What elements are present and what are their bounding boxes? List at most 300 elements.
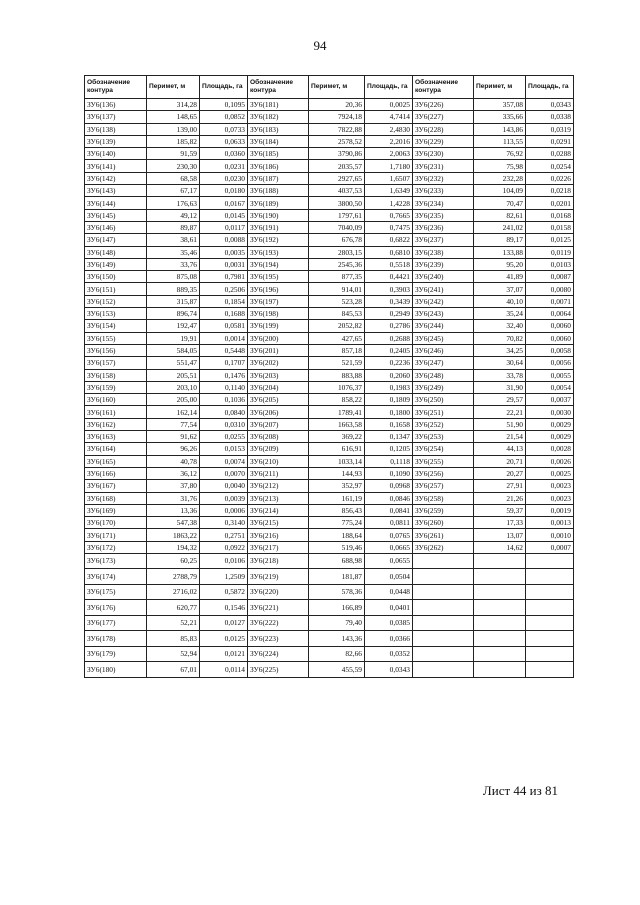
area-cell: 0,0039 [200, 492, 248, 504]
contour-code-cell: ЗУ6(233) [413, 185, 474, 197]
area-cell [526, 584, 574, 600]
area-cell: 0,1140 [200, 381, 248, 393]
area-cell: 0,0366 [365, 631, 413, 647]
perimeter-cell: 230,30 [147, 160, 200, 172]
area-cell: 0,1205 [365, 443, 413, 455]
contour-code-cell: ЗУ6(242) [413, 295, 474, 307]
contour-code-cell: ЗУ6(174) [85, 569, 147, 585]
perimeter-cell [474, 600, 526, 616]
area-cell: 0,7475 [365, 221, 413, 233]
area-cell: 0,0968 [365, 480, 413, 492]
area-cell: 2,0063 [365, 148, 413, 160]
area-cell [526, 631, 574, 647]
perimeter-cell: 521,59 [309, 357, 365, 369]
area-cell: 0,0922 [200, 541, 248, 553]
perimeter-cell: 7924,18 [309, 111, 365, 123]
perimeter-cell: 133,88 [474, 246, 526, 258]
perimeter-cell: 2578,52 [309, 135, 365, 147]
area-cell: 0,0040 [200, 480, 248, 492]
area-cell: 0,0030 [526, 406, 574, 418]
contour-code-cell: ЗУ6(169) [85, 504, 147, 516]
contour-code-cell: ЗУ6(192) [248, 234, 309, 246]
contour-code-cell: ЗУ6(145) [85, 209, 147, 221]
area-cell: 0,2786 [365, 320, 413, 332]
contour-code-cell: ЗУ6(223) [248, 631, 309, 647]
area-cell: 0,0031 [200, 258, 248, 270]
perimeter-cell: 1789,41 [309, 406, 365, 418]
table-row [85, 631, 574, 647]
area-cell: 0,0291 [526, 135, 574, 147]
area-cell: 0,2506 [200, 283, 248, 295]
perimeter-cell: 4037,53 [309, 185, 365, 197]
area-cell: 0,2751 [200, 529, 248, 541]
perimeter-cell: 27,91 [474, 480, 526, 492]
area-cell: 0,0733 [200, 123, 248, 135]
area-cell: 0,1036 [200, 394, 248, 406]
area-cell: 0,0360 [200, 148, 248, 160]
area-cell: 0,0504 [365, 569, 413, 585]
perimeter-cell: 96,26 [147, 443, 200, 455]
area-cell: 0,0168 [526, 209, 574, 221]
table-row [85, 160, 574, 172]
area-cell: 0,0125 [200, 631, 248, 647]
contour-code-cell: ЗУ6(190) [248, 209, 309, 221]
perimeter-cell: 36,12 [147, 467, 200, 479]
perimeter-cell: 75,98 [474, 160, 526, 172]
table-row [85, 172, 574, 184]
contour-code-cell: ЗУ6(230) [413, 148, 474, 160]
perimeter-cell: 455,59 [309, 662, 365, 678]
area-cell: 0,0019 [526, 504, 574, 516]
contour-code-cell: ЗУ6(225) [248, 662, 309, 678]
area-cell: 0,2688 [365, 332, 413, 344]
contour-code-cell: ЗУ6(166) [85, 467, 147, 479]
contour-code-cell: ЗУ6(256) [413, 467, 474, 479]
perimeter-cell: 89,87 [147, 221, 200, 233]
perimeter-cell: 89,17 [474, 234, 526, 246]
table-row [85, 646, 574, 662]
contour-code-cell [413, 569, 474, 585]
contour-code-cell [413, 662, 474, 678]
perimeter-cell: 1033,14 [309, 455, 365, 467]
perimeter-cell: 194,32 [147, 541, 200, 553]
area-cell: 0,0352 [365, 646, 413, 662]
table-row [85, 209, 574, 221]
contour-code-cell: ЗУ6(181) [248, 99, 309, 111]
area-cell: 1,7180 [365, 160, 413, 172]
perimeter-cell: 20,36 [309, 99, 365, 111]
perimeter-cell: 176,63 [147, 197, 200, 209]
contour-code-cell: ЗУ6(224) [248, 646, 309, 662]
contour-code-cell: ЗУ6(213) [248, 492, 309, 504]
perimeter-cell: 37,80 [147, 480, 200, 492]
area-cell: 0,0006 [200, 504, 248, 516]
perimeter-cell: 33,78 [474, 369, 526, 381]
perimeter-cell [474, 646, 526, 662]
contour-code-cell: ЗУ6(168) [85, 492, 147, 504]
perimeter-cell: 2927,65 [309, 172, 365, 184]
table-row [85, 517, 574, 529]
perimeter-cell: 856,43 [309, 504, 365, 516]
area-cell: 0,0765 [365, 529, 413, 541]
perimeter-cell: 2716,02 [147, 584, 200, 600]
contour-code-cell: ЗУ6(189) [248, 197, 309, 209]
perimeter-cell: 33,76 [147, 258, 200, 270]
contour-code-cell: ЗУ6(143) [85, 185, 147, 197]
perimeter-cell: 914,01 [309, 283, 365, 295]
area-cell: 0,0007 [526, 541, 574, 553]
contour-code-cell: ЗУ6(232) [413, 172, 474, 184]
area-cell: 0,0087 [526, 271, 574, 283]
contour-code-cell: ЗУ6(199) [248, 320, 309, 332]
perimeter-cell: 547,38 [147, 517, 200, 529]
table-row [85, 332, 574, 344]
area-cell: 0,0023 [526, 492, 574, 504]
contour-code-cell: ЗУ6(155) [85, 332, 147, 344]
perimeter-cell: 51,90 [474, 418, 526, 430]
contour-code-cell: ЗУ6(197) [248, 295, 309, 307]
contour-code-cell: ЗУ6(249) [413, 381, 474, 393]
contour-code-cell: ЗУ6(198) [248, 308, 309, 320]
contour-code-cell: ЗУ6(207) [248, 418, 309, 430]
area-cell: 0,0167 [200, 197, 248, 209]
contour-code-cell: ЗУ6(206) [248, 406, 309, 418]
table-row [85, 584, 574, 600]
contour-code-cell: ЗУ6(209) [248, 443, 309, 455]
area-cell: 0,6810 [365, 246, 413, 258]
area-cell: 0,0581 [200, 320, 248, 332]
contour-code-cell: ЗУ6(236) [413, 221, 474, 233]
perimeter-cell: 2545,36 [309, 258, 365, 270]
perimeter-cell [474, 631, 526, 647]
area-cell: 0,0811 [365, 517, 413, 529]
perimeter-cell: 143,86 [474, 123, 526, 135]
area-cell: 0,0319 [526, 123, 574, 135]
perimeter-cell: 85,83 [147, 631, 200, 647]
perimeter-cell: 775,24 [309, 517, 365, 529]
area-cell: 0,0254 [526, 160, 574, 172]
area-cell: 0,1983 [365, 381, 413, 393]
contour-code-cell: ЗУ6(178) [85, 631, 147, 647]
area-cell: 0,0201 [526, 197, 574, 209]
perimeter-cell: 241,02 [474, 221, 526, 233]
contour-code-cell: ЗУ6(258) [413, 492, 474, 504]
perimeter-cell: 2788,79 [147, 569, 200, 585]
table-row [85, 569, 574, 585]
perimeter-cell: 188,64 [309, 529, 365, 541]
table-row [85, 529, 574, 541]
area-cell: 0,0343 [526, 99, 574, 111]
area-cell: 0,0121 [200, 646, 248, 662]
perimeter-cell: 104,09 [474, 185, 526, 197]
area-cell [526, 569, 574, 585]
contour-code-cell: ЗУ6(261) [413, 529, 474, 541]
perimeter-cell: 875,08 [147, 271, 200, 283]
contour-code-cell: ЗУ6(160) [85, 394, 147, 406]
area-cell: 0,0080 [526, 283, 574, 295]
area-cell: 0,0071 [526, 295, 574, 307]
header-cell: Площадь, га [200, 76, 248, 99]
perimeter-cell: 37,07 [474, 283, 526, 295]
table-row [85, 135, 574, 147]
perimeter-cell: 144,93 [309, 467, 365, 479]
perimeter-cell: 883,88 [309, 369, 365, 381]
table-row [85, 221, 574, 233]
table-row [85, 480, 574, 492]
area-cell [526, 615, 574, 631]
perimeter-cell: 29,57 [474, 394, 526, 406]
contour-code-cell: ЗУ6(221) [248, 600, 309, 616]
perimeter-cell: 2803,15 [309, 246, 365, 258]
perimeter-cell: 523,28 [309, 295, 365, 307]
perimeter-cell: 205,00 [147, 394, 200, 406]
perimeter-cell: 896,74 [147, 308, 200, 320]
table-row [85, 123, 574, 135]
contour-code-cell: ЗУ6(252) [413, 418, 474, 430]
contour-code-cell: ЗУ6(195) [248, 271, 309, 283]
area-cell: 0,1090 [365, 467, 413, 479]
contour-code-cell: ЗУ6(136) [85, 99, 147, 111]
area-cell: 0,0231 [200, 160, 248, 172]
header-cell: Обозначение контура [85, 76, 147, 99]
perimeter-cell: 166,89 [309, 600, 365, 616]
area-cell: 0,1118 [365, 455, 413, 467]
table-row [85, 553, 574, 569]
area-cell: 0,0125 [526, 234, 574, 246]
perimeter-cell: 67,01 [147, 662, 200, 678]
area-cell: 0,0029 [526, 431, 574, 443]
table-row [85, 295, 574, 307]
area-cell: 0,0060 [526, 332, 574, 344]
area-cell: 0,0023 [526, 480, 574, 492]
area-cell: 0,1476 [200, 369, 248, 381]
perimeter-cell: 22,21 [474, 406, 526, 418]
contour-code-cell: ЗУ6(139) [85, 135, 147, 147]
area-cell: 0,4421 [365, 271, 413, 283]
area-cell: 0,1546 [200, 600, 248, 616]
area-cell: 0,3903 [365, 283, 413, 295]
table-row [85, 431, 574, 443]
contour-code-cell: ЗУ6(161) [85, 406, 147, 418]
perimeter-cell: 181,87 [309, 569, 365, 585]
contour-code-cell: ЗУ6(237) [413, 234, 474, 246]
perimeter-cell: 578,36 [309, 584, 365, 600]
perimeter-cell: 82,61 [474, 209, 526, 221]
table-row [85, 455, 574, 467]
contour-code-cell: ЗУ6(171) [85, 529, 147, 541]
contour-code-cell: ЗУ6(167) [85, 480, 147, 492]
contour-code-cell: ЗУ6(214) [248, 504, 309, 516]
contour-code-cell: ЗУ6(156) [85, 344, 147, 356]
area-cell: 0,0255 [200, 431, 248, 443]
area-cell: 0,0025 [365, 99, 413, 111]
area-cell: 0,0037 [526, 394, 574, 406]
perimeter-cell: 620,77 [147, 600, 200, 616]
contour-code-cell: ЗУ6(250) [413, 394, 474, 406]
contour-code-cell: ЗУ6(219) [248, 569, 309, 585]
area-cell: 0,0846 [365, 492, 413, 504]
contour-code-cell: ЗУ6(193) [248, 246, 309, 258]
contour-code-cell: ЗУ6(191) [248, 221, 309, 233]
area-cell: 0,7981 [200, 271, 248, 283]
perimeter-cell: 13,07 [474, 529, 526, 541]
perimeter-cell: 17,33 [474, 517, 526, 529]
area-cell: 0,0127 [200, 615, 248, 631]
contour-code-cell: ЗУ6(150) [85, 271, 147, 283]
area-cell [526, 553, 574, 569]
area-cell: 0,0145 [200, 209, 248, 221]
table-row [85, 615, 574, 631]
header-cell: Перимет, м [309, 76, 365, 99]
perimeter-cell: 369,22 [309, 431, 365, 443]
area-cell [526, 600, 574, 616]
perimeter-cell: 232,28 [474, 172, 526, 184]
contour-code-cell: ЗУ6(163) [85, 431, 147, 443]
perimeter-cell: 21,26 [474, 492, 526, 504]
contour-code-cell: ЗУ6(208) [248, 431, 309, 443]
area-cell: 0,0288 [526, 148, 574, 160]
contour-code-cell: ЗУ6(158) [85, 369, 147, 381]
contour-code-cell: ЗУ6(227) [413, 111, 474, 123]
perimeter-cell: 314,28 [147, 99, 200, 111]
header-cell: Перимет, м [147, 76, 200, 99]
contour-code-cell: ЗУ6(184) [248, 135, 309, 147]
area-cell: 0,1707 [200, 357, 248, 369]
area-cell: 0,0025 [526, 467, 574, 479]
area-cell: 0,0056 [526, 357, 574, 369]
area-cell: 1,6507 [365, 172, 413, 184]
header-cell: Площадь, га [526, 76, 574, 99]
perimeter-cell: 192,47 [147, 320, 200, 332]
area-cell: 0,0088 [200, 234, 248, 246]
contour-code-cell: ЗУ6(202) [248, 357, 309, 369]
contour-code-cell: ЗУ6(226) [413, 99, 474, 111]
contour-code-cell: ЗУ6(244) [413, 320, 474, 332]
contour-code-cell: ЗУ6(164) [85, 443, 147, 455]
area-cell: 2,4830 [365, 123, 413, 135]
perimeter-cell: 3800,50 [309, 197, 365, 209]
perimeter-cell: 91,59 [147, 148, 200, 160]
area-cell: 0,6822 [365, 234, 413, 246]
contour-code-cell: ЗУ6(205) [248, 394, 309, 406]
perimeter-cell: 52,94 [147, 646, 200, 662]
contour-code-cell: ЗУ6(259) [413, 504, 474, 516]
contour-code-cell: ЗУ6(228) [413, 123, 474, 135]
perimeter-cell [474, 553, 526, 569]
sheet-info: Лист 44 из 81 [482, 783, 558, 798]
area-cell: 0,3439 [365, 295, 413, 307]
perimeter-cell: 1797,61 [309, 209, 365, 221]
perimeter-cell: 185,82 [147, 135, 200, 147]
contour-code-cell: ЗУ6(144) [85, 197, 147, 209]
area-cell: 0,0117 [200, 221, 248, 233]
area-cell: 0,0028 [526, 443, 574, 455]
contour-code-cell [413, 631, 474, 647]
table-body [85, 99, 574, 678]
table-row [85, 111, 574, 123]
perimeter-cell: 889,35 [147, 283, 200, 295]
contour-code-cell: ЗУ6(248) [413, 369, 474, 381]
contour-code-cell: ЗУ6(243) [413, 308, 474, 320]
contour-code-cell: ЗУ6(212) [248, 480, 309, 492]
contour-code-cell: ЗУ6(180) [85, 662, 147, 678]
area-cell: 0,0310 [200, 418, 248, 430]
perimeter-cell: 76,92 [474, 148, 526, 160]
area-cell: 0,5518 [365, 258, 413, 270]
contour-code-cell: ЗУ6(222) [248, 615, 309, 631]
area-cell: 0,0070 [200, 467, 248, 479]
area-cell: 0,0035 [200, 246, 248, 258]
perimeter-cell: 32,40 [474, 320, 526, 332]
area-cell: 0,0026 [526, 455, 574, 467]
area-cell: 0,0852 [200, 111, 248, 123]
table-row [85, 197, 574, 209]
area-cell: 0,1854 [200, 295, 248, 307]
perimeter-cell: 30,64 [474, 357, 526, 369]
perimeter-cell: 60,25 [147, 553, 200, 569]
contour-code-cell: ЗУ6(183) [248, 123, 309, 135]
area-cell: 0,2060 [365, 369, 413, 381]
perimeter-cell: 40,10 [474, 295, 526, 307]
area-cell: 0,1095 [200, 99, 248, 111]
area-cell: 0,0226 [526, 172, 574, 184]
area-cell: 0,1347 [365, 431, 413, 443]
perimeter-cell: 877,35 [309, 271, 365, 283]
contour-code-cell [413, 553, 474, 569]
perimeter-cell: 82,66 [309, 646, 365, 662]
contour-code-cell: ЗУ6(154) [85, 320, 147, 332]
perimeter-cell: 676,78 [309, 234, 365, 246]
perimeter-cell: 20,27 [474, 467, 526, 479]
area-cell: 0,2236 [365, 357, 413, 369]
table-row [85, 541, 574, 553]
area-cell: 0,0074 [200, 455, 248, 467]
area-cell: 0,0114 [200, 662, 248, 678]
area-cell: 0,1800 [365, 406, 413, 418]
area-cell: 0,0655 [365, 553, 413, 569]
perimeter-cell: 7822,88 [309, 123, 365, 135]
area-cell: 0,0014 [200, 332, 248, 344]
table-row [85, 148, 574, 160]
table-row [85, 492, 574, 504]
perimeter-cell: 7040,09 [309, 221, 365, 233]
perimeter-cell: 335,66 [474, 111, 526, 123]
contour-code-cell: ЗУ6(141) [85, 160, 147, 172]
table-row [85, 234, 574, 246]
contour-code-cell: ЗУ6(240) [413, 271, 474, 283]
contour-code-cell [413, 600, 474, 616]
contour-code-cell: ЗУ6(186) [248, 160, 309, 172]
area-cell: 0,5872 [200, 584, 248, 600]
contour-code-cell: ЗУ6(188) [248, 185, 309, 197]
contour-code-cell: ЗУ6(177) [85, 615, 147, 631]
perimeter-cell: 688,98 [309, 553, 365, 569]
area-cell: 1,4228 [365, 197, 413, 209]
contour-code-cell: ЗУ6(146) [85, 221, 147, 233]
area-cell: 0,0058 [526, 344, 574, 356]
perimeter-cell [474, 584, 526, 600]
perimeter-cell: 143,36 [309, 631, 365, 647]
area-cell: 0,0840 [200, 406, 248, 418]
area-cell: 0,0633 [200, 135, 248, 147]
area-cell: 0,0055 [526, 369, 574, 381]
table-row [85, 246, 574, 258]
area-cell: 0,0343 [365, 662, 413, 678]
area-cell: 0,7665 [365, 209, 413, 221]
perimeter-cell: 41,89 [474, 271, 526, 283]
area-cell: 0,0841 [365, 504, 413, 516]
perimeter-cell: 584,05 [147, 344, 200, 356]
